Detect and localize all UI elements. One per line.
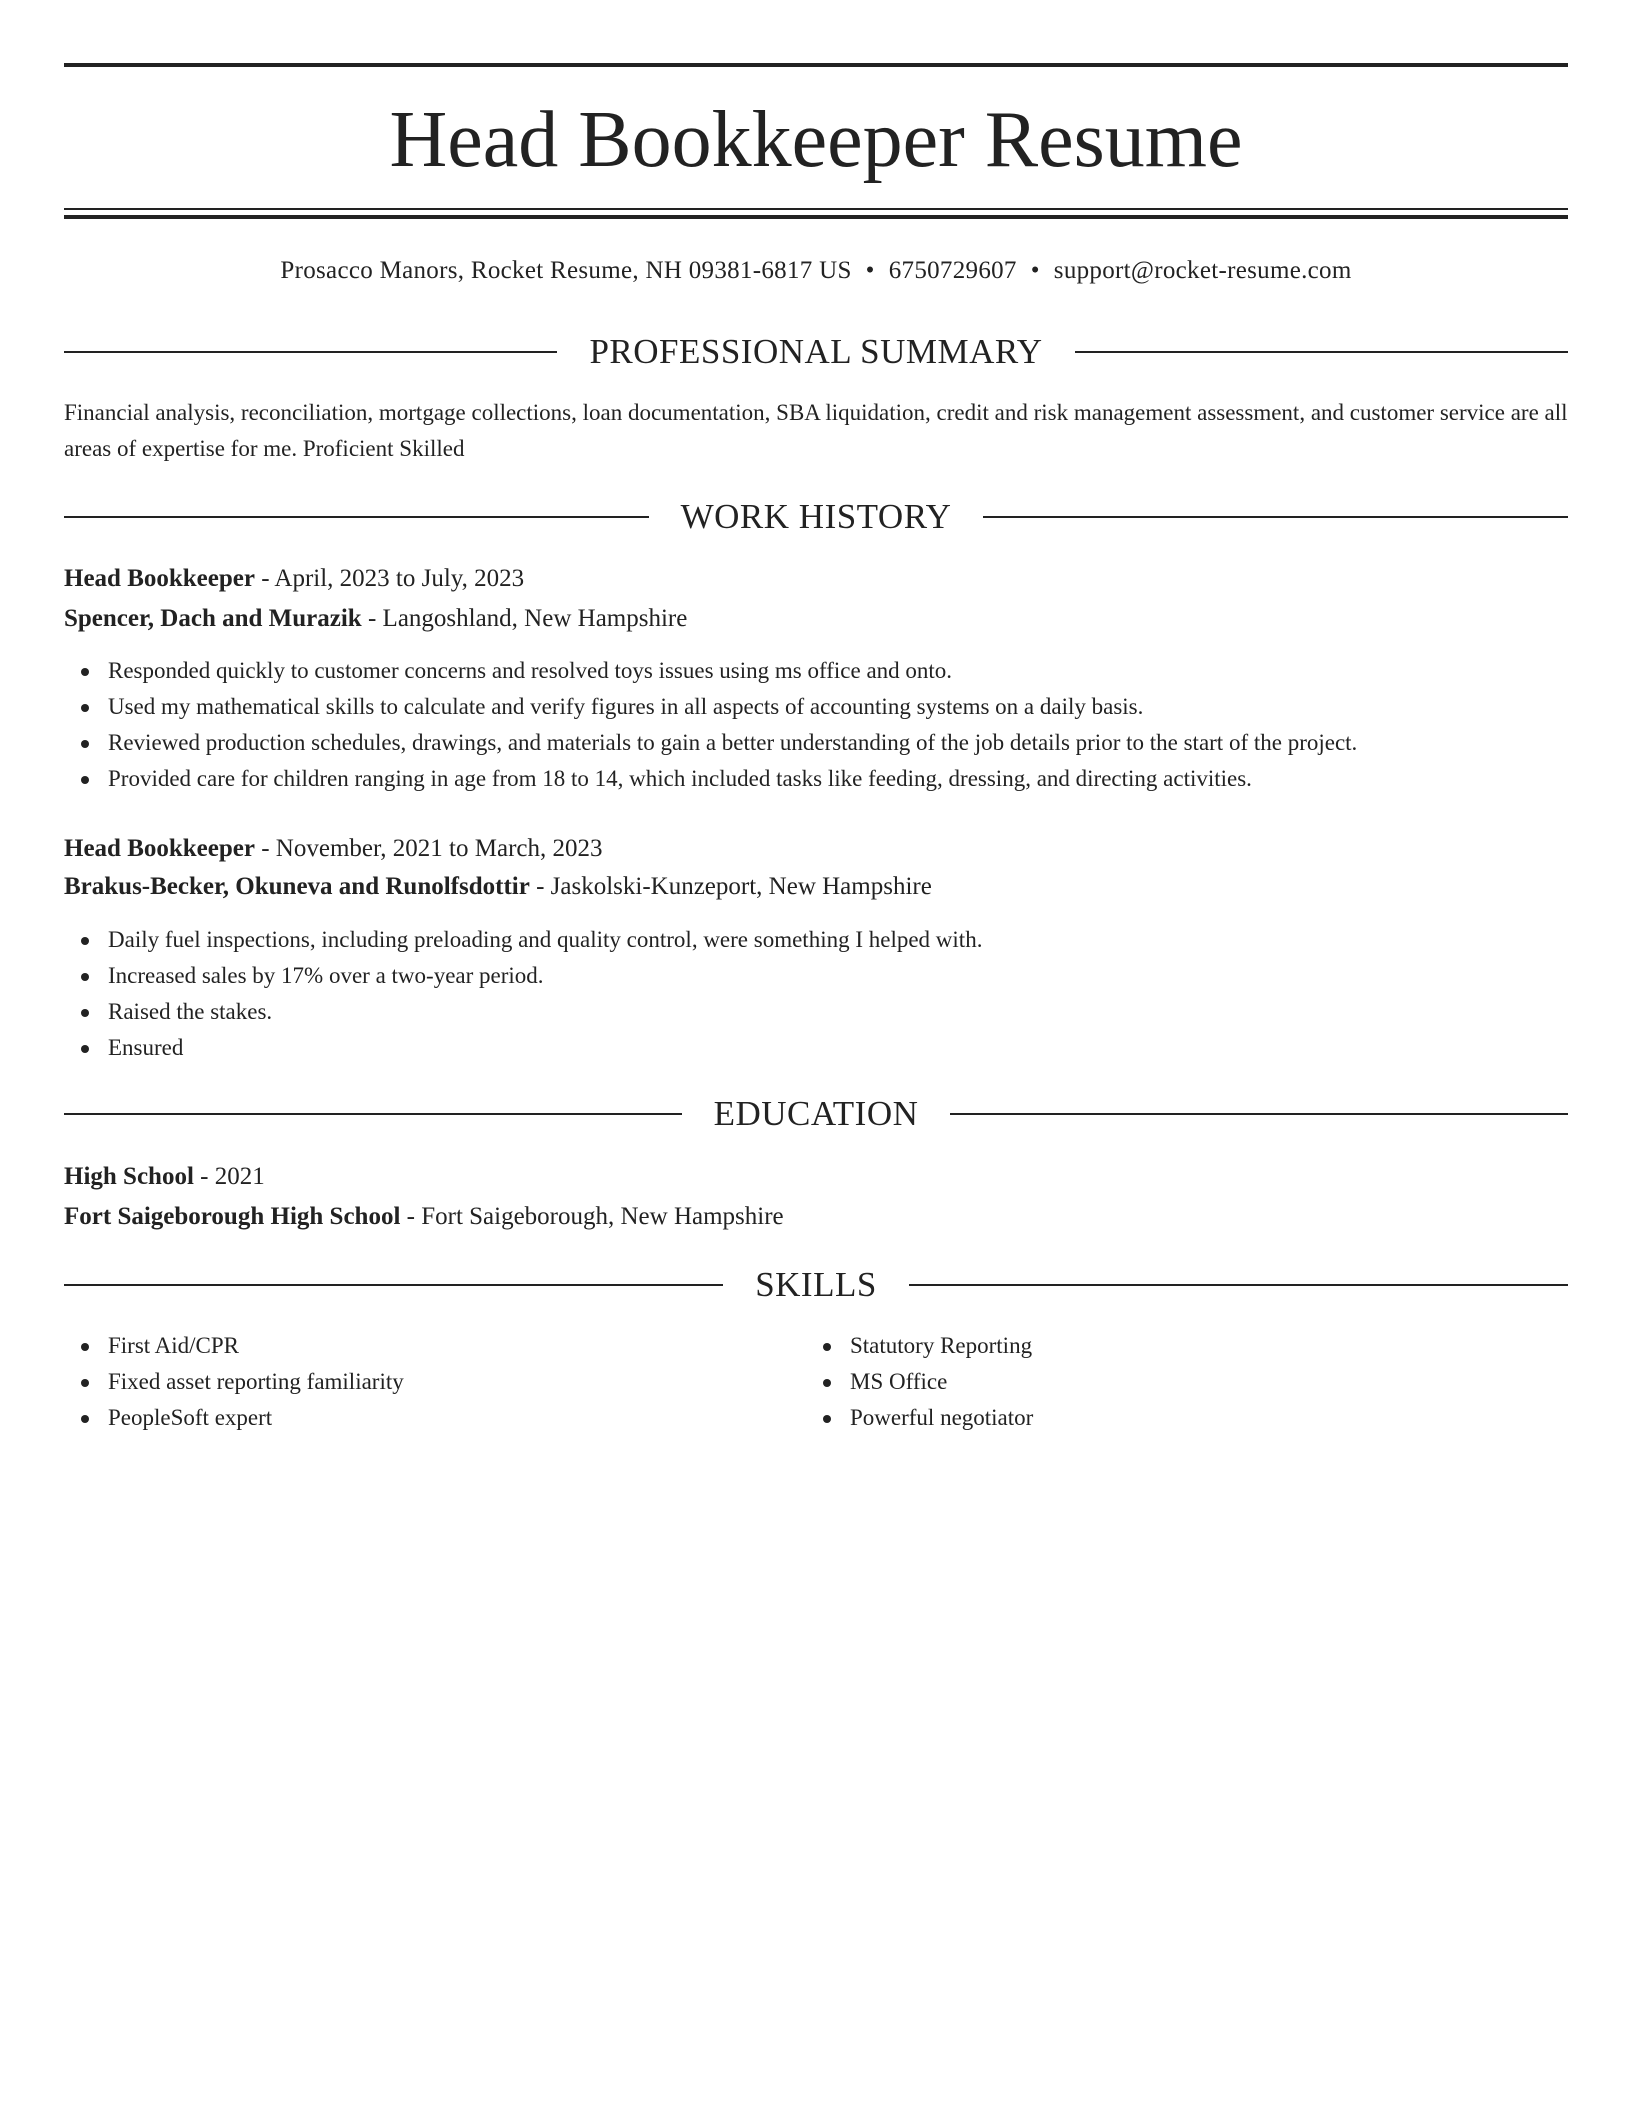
education-section-heading xyxy=(64,1092,1568,1136)
skills-list-left xyxy=(64,1328,804,1436)
list-item: Increased sales by 17% over a two-year period. xyxy=(64,958,1568,994)
list-item: Responded quickly to customer concerns and resolved toys issues using ms office and onto. xyxy=(64,653,1568,689)
work-section-heading xyxy=(64,495,1568,539)
list-item: Reviewed production schedules, drawings, and materials to gain a better understanding of the job details prior to the start of the project. xyxy=(64,725,1568,761)
title-rule-thick xyxy=(64,215,1568,219)
heading-rule-right xyxy=(909,1284,1568,1286)
job-dates: - April, 2023 to July, 2023 xyxy=(261,565,525,592)
list-item: Fixed asset reporting familiarity xyxy=(64,1364,804,1400)
contact-address: Prosacco Manors, Rocket Resume, NH 09381-6817 US xyxy=(280,257,852,284)
contact-separator: • xyxy=(1030,257,1040,284)
skills-list-right xyxy=(806,1328,1546,1436)
job-company: Brakus-Becker, Okuneva and Runolfsdottir xyxy=(64,873,530,900)
list-item: Statutory Reporting xyxy=(806,1328,1546,1364)
resume-title: Head Bookkeeper Resume xyxy=(389,96,1243,184)
contact-email: support@rocket-resume.com xyxy=(1053,257,1352,284)
education-degree-line xyxy=(64,1160,1568,1194)
job-dates: - November, 2021 to March, 2023 xyxy=(261,835,603,862)
heading-rule-left xyxy=(64,1284,723,1286)
heading-rule-right xyxy=(950,1113,1568,1115)
job-1-company-line xyxy=(64,602,1568,636)
list-item: Used my mathematical skills to calculate and verify figures in all aspects of accounting systems on a daily basis. xyxy=(64,689,1568,725)
list-item: Daily fuel inspections, including preloading and quality control, were something I helped with. xyxy=(64,922,1568,958)
contact-line xyxy=(64,254,1568,288)
skills-heading: SKILLS xyxy=(755,1265,877,1304)
job-title: Head Bookkeeper xyxy=(64,835,255,862)
contact-separator: • xyxy=(865,257,875,284)
job-2-bullets xyxy=(64,922,1568,1066)
job-2-title-line xyxy=(64,832,1568,866)
job-location: - Jaskolski-Kunzeport, New Hampshire xyxy=(536,873,932,900)
heading-rule-left xyxy=(64,1113,682,1115)
heading-rule-left xyxy=(64,516,649,518)
summary-heading: PROFESSIONAL SUMMARY xyxy=(589,332,1043,371)
education-year: - 2021 xyxy=(200,1163,265,1190)
job-1-bullets xyxy=(64,653,1568,797)
contact-phone: 6750729607 xyxy=(888,257,1017,284)
list-item: Provided care for children ranging in age from 18 to 14, which included tasks like feeding, dressing, and directing activities. xyxy=(64,761,1568,797)
list-item: Raised the stakes. xyxy=(64,994,1568,1030)
skills-section-heading xyxy=(64,1263,1568,1307)
title-rule-thin xyxy=(64,208,1568,210)
education-school: Fort Saigeborough High School xyxy=(64,1203,401,1230)
list-item: PeopleSoft expert xyxy=(64,1400,804,1436)
job-1-title-line xyxy=(64,562,1568,596)
summary-text: Financial analysis, reconciliation, mortgage collections, loan documentation, SBA liquidation, credit and risk management assessment, and customer service are all areas of expertise for me. Proficient Skilled xyxy=(64,400,1568,461)
top-rule xyxy=(64,63,1568,67)
heading-rule-right xyxy=(983,516,1568,518)
education-school-line xyxy=(64,1200,1568,1234)
list-item: Ensured xyxy=(64,1030,1568,1066)
heading-rule-left xyxy=(64,351,557,353)
list-item: MS Office xyxy=(806,1364,1546,1400)
job-location: - Langoshland, New Hampshire xyxy=(367,605,688,632)
summary-section-heading xyxy=(64,330,1568,374)
job-2-company-line xyxy=(64,870,1568,904)
education-heading: EDUCATION xyxy=(713,1094,919,1133)
job-company: Spencer, Dach and Murazik xyxy=(64,605,362,632)
list-item: Powerful negotiator xyxy=(806,1400,1546,1436)
heading-rule-right xyxy=(1075,351,1568,353)
education-degree: High School xyxy=(64,1163,194,1190)
list-item: First Aid/CPR xyxy=(64,1328,804,1364)
education-location: - Fort Saigeborough, New Hampshire xyxy=(406,1203,784,1230)
work-heading: WORK HISTORY xyxy=(680,497,952,536)
job-title: Head Bookkeeper xyxy=(64,565,255,592)
